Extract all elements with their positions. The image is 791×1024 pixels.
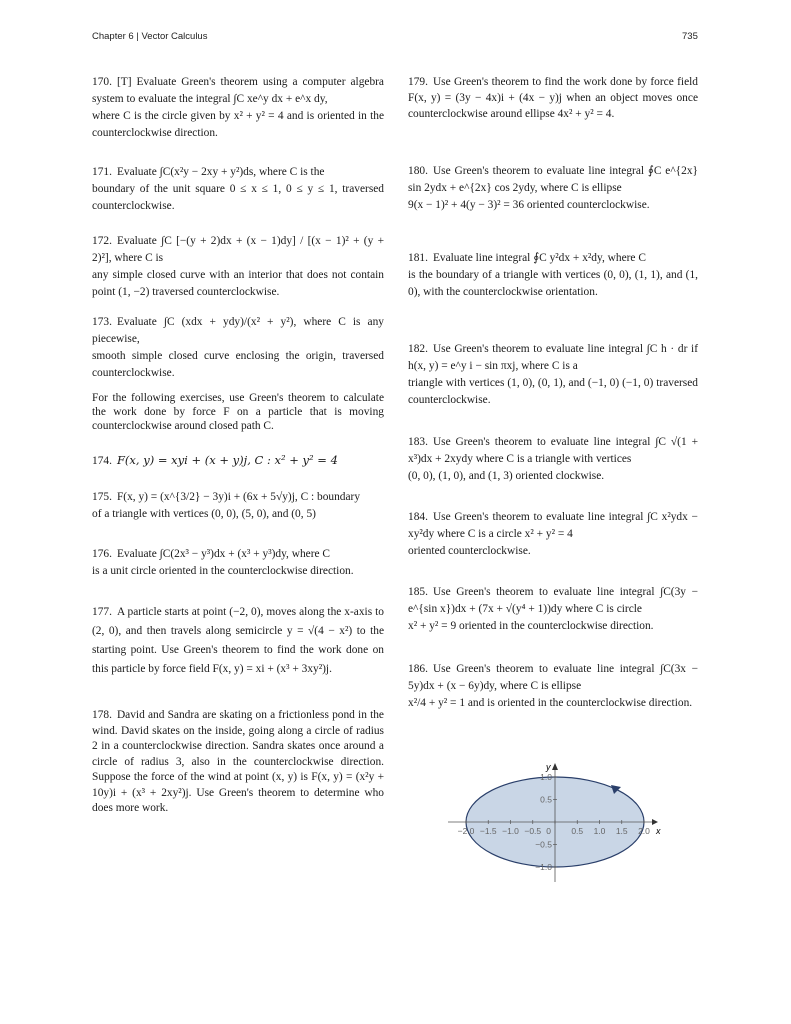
exercise-173: 173. Evaluate ∫C (xdx + ydy)/(x² + y²), where C is any piecewise, smooth simple closed curve enclosing the origin, traversed counterclockwise. [92, 316, 384, 379]
x-tick-label: 0 [546, 826, 551, 836]
x-axis-label: x [656, 826, 661, 836]
x-tick-label: −2.0 [457, 826, 475, 836]
y-tick-label: 1.0 [540, 772, 552, 782]
exercise-172: 172. Evaluate ∫C [−(y + 2)dx + (x − 1)dy] / [(x − 1)² + (y + 2)²], where C is any simple closed curve with an interior that does not contain point (1, −2) traversed counterclockwise. [92, 235, 384, 298]
left-column [92, 74, 384, 830]
exercise-178: 178. David and Sandra are skating on a frictionless pond in the wind. David skates on the inside, going along a circle of radius 2 in a counterclockwise direction. Sandra skates once around a circle of radius 3, also in the counterclockwise direction. Suppose the force of the wind at point (x, y) is F(x, y) = (x²y + 10y)i + (x³ + 2xy²)j. Use Green's theorem to determine who does more work. [92, 709, 384, 814]
exercise-184: 184. Use Green's theorem to evaluate line integral ∫C x²ydx − xy²dy where C is a circle x² + y² = 4 oriented counterclockwise. [408, 511, 698, 557]
x-tick-label: 0.5 [571, 826, 584, 836]
running-header-chapter: Chapter 6 | Vector Calculus [92, 31, 208, 42]
exercise-183: 183. Use Green's theorem to evaluate line integral ∫C √(1 + x³)dx + 2xydy where C is a triangle with vertices (0, 0), (1, 0), and (1, 3) oriented clockwise. [408, 436, 698, 482]
exercise-176: 176. Evaluate ∫C(2x³ − y³)dx + (x³ + y³)dy, where C is a unit circle oriented in the counterclockwise direction. [92, 548, 354, 577]
exercise-182: 182. Use Green's theorem to evaluate line integral ∫C h · dr if h(x, y) = e^y i − sin πxj, where C is a triangle with vertices (1, 0), (0, 1), and (−1, 0) (−1, 0) traversed counterclockwise. [408, 343, 698, 406]
x-tick-label: 2.0 [638, 826, 650, 836]
exercise-180: 180. Use Green's theorem to evaluate line integral ∮C e^{2x} sin 2ydx + e^{2x} cos 2ydy, where C is ellipse 9(x − 1)² + 4(y − 3)² = 36 oriented counterclockwise. [408, 165, 698, 211]
x-tick-label: −0.5 [524, 826, 542, 836]
exercise-175: 175. F(x, y) = (x^{3/2} − 3y)i + (6x + 5√y)j, C : boundary of a triangle with vertices (0, 0), (5, 0), and (0, 5) [92, 491, 361, 520]
y-tick-label: −1.0 [535, 862, 552, 872]
y-tick-label: 0.5 [540, 794, 552, 805]
x-tick-label: −1.5 [479, 826, 497, 836]
page-number: 735 [682, 31, 698, 42]
exercise-179: 179. Use Green's theorem to find the work done by force field F(x, y) = (3y − 4x)i + (4x − y)j when an object moves once counterclockwise around ellipse 4x² + y² = 4. [408, 76, 698, 120]
ellipse-figure [440, 760, 690, 890]
y-axis-arrow [552, 763, 558, 770]
exercise-181: 181. Evaluate line integral ∮C y²dx + x²dy, where C is the boundary of a triangle with vertices (0, 0), (1, 1), and (1, 0), with the counterclockwise orientation. [408, 252, 698, 298]
x-tick-label: −1.0 [502, 826, 519, 836]
exercise-186: 186. Use Green's theorem to evaluate line integral ∫C(3x − 5y)dx + (x − 6y)dy, where C is ellipse x²/4 + y² = 1 and is oriented in the counterclockwise direction. [408, 663, 698, 709]
exercise-185: 185. Use Green's theorem to evaluate line integral ∫C(3y − e^{sin x})dx + (7x + √(y⁴ + 1))dy where C is circle x² + y² = 9 oriented in the counterclockwise direction. [408, 586, 698, 632]
x-tick-label: 1.5 [615, 826, 628, 836]
y-tick-label: −0.5 [535, 839, 552, 850]
x-axis-arrow [652, 819, 658, 825]
right-column [408, 74, 698, 725]
exercise-174: 174. F(x, y) = xyi + (x + y)j, C : x² + y² = 4 [92, 453, 338, 467]
exercise-set-instructions: For the following exercises, use Green's theorem to calculate the work done by force F on a particle that is moving counterclockwise around closed path C. [92, 392, 384, 432]
exercise-170: 170. [T] Evaluate Green's theorem using a computer algebra system to evaluate the integral ∫C xe^y dx + e^x dy, where C is the circle given by x² + y² = 4 and is oriented in the counterclockwise direction. [92, 76, 384, 139]
exercise-177: 177. A particle starts at point (−2, 0), moves along the x-axis to (2, 0), and then travels along semicircle y = √(4 − x²) to the starting point. Use Green's theorem to find the work done on this particle by force field F(x, y) = xi + (x³ + 3xy²)j. [92, 606, 384, 675]
y-axis-label: y [546, 762, 551, 772]
x-tick-label: 1.0 [593, 826, 606, 836]
exercise-171: 171. Evaluate ∫C(x²y − 2xy + y²)ds, where C is the boundary of the unit square 0 ≤ x ≤ 1, 0 ≤ y ≤ 1, traversed counterclockwise. [92, 166, 384, 212]
